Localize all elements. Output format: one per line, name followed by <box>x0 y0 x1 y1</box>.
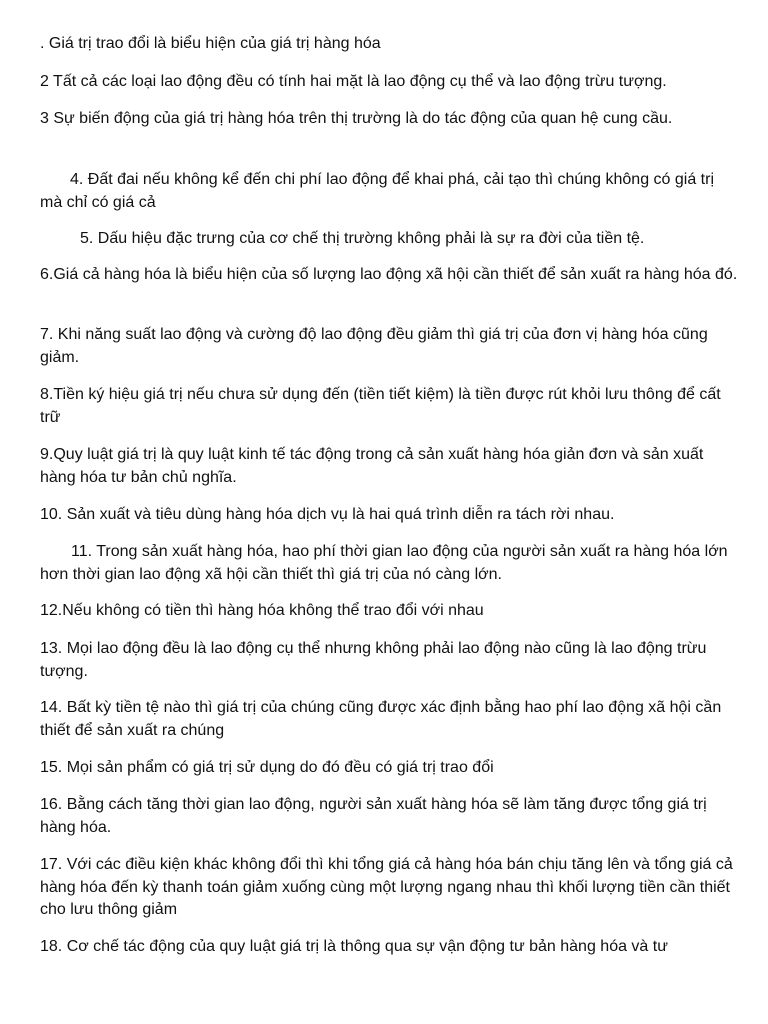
paragraph-14: 14. Bất kỳ tiền tệ nào thì giá trị của chúng cũng được xác định bằng hao phí lao động xã hội cần thiết để sản xuất ra chúng <box>40 699 722 739</box>
paragraph-1: . Giá trị trao đổi là biểu hiện của giá trị hàng hóa <box>40 35 381 52</box>
paragraph-4: 4. Đất đai nếu không kể đến chi phí lao động để khai phá, cải tạo thì chúng không có giá trị mà chỉ có giá cả <box>40 171 715 211</box>
paragraph-6: 6.Giá cả hàng hóa là biểu hiện của số lượng lao động xã hội cần thiết để sản xuất ra hàng hóa đó. <box>40 266 738 283</box>
paragraph-13: 13. Mọi lao động đều là lao động cụ thể nhưng không phải lao động nào cũng là lao động trừu tượng. <box>40 640 707 680</box>
paragraph-11: 11. Trong sản xuất hàng hóa, hao phí thời gian lao động của người sản xuất ra hàng hóa lớn hơn thời gian lao động xã hội cần thiết thì giá trị của nó càng lớn. <box>40 543 728 583</box>
paragraph-3: 3 Sự biến động của giá trị hàng hóa trên thị trường là do tác động của quan hệ cung cầu. <box>40 110 673 127</box>
paragraph-9: 9.Quy luật giá trị là quy luật kinh tế tác động trong cả sản xuất hàng hóa giản đơn và sản xuất hàng hóa tư bản chủ nghĩa. <box>40 446 704 486</box>
paragraph-10: 10. Sản xuất và tiêu dùng hàng hóa dịch vụ là hai quá trình diễn ra tách rời nhau. <box>40 506 615 523</box>
paragraph-18: 18. Cơ chế tác động của quy luật giá trị là thông qua sự vận động tư bản hàng hóa và tư <box>40 938 668 955</box>
paragraph-17: 17. Với các điều kiện khác không đổi thì khi tổng giá cả hàng hóa bán chịu tăng lên và tổng giá cả hàng hóa đến kỳ thanh toán giảm xuống cùng một lượng ngang nhau thì khối lượng tiền cần thiết cho lưu thông giảm <box>40 856 733 918</box>
paragraph-7: 7. Khi năng suất lao động và cường độ lao động đều giảm thì giá trị của đơn vị hàng hóa cũng giảm. <box>40 326 708 366</box>
paragraph-15: 15. Mọi sản phẩm có giá trị sử dụng do đó đều có giá trị trao đổi <box>40 759 494 776</box>
paragraph-12: 12.Nếu không có tiền thì hàng hóa không thể trao đổi với nhau <box>40 602 484 619</box>
paragraph-2: 2 Tất cả các loại lao động đều có tính hai mặt là lao động cụ thể và lao động trừu tượng. <box>40 73 667 90</box>
paragraph-8: 8.Tiền ký hiệu giá trị nếu chưa sử dụng đến (tiền tiết kiệm) là tiền được rút khỏi lưu thông để cất trữ <box>40 386 721 426</box>
paragraph-5: 5. Dấu hiệu đặc trưng của cơ chế thị trường không phải là sự ra đời của tiền tệ. <box>80 230 645 247</box>
paragraph-16: 16. Bằng cách tăng thời gian lao động, người sản xuất hàng hóa sẽ làm tăng được tổng giá trị hàng hóa. <box>40 796 707 836</box>
